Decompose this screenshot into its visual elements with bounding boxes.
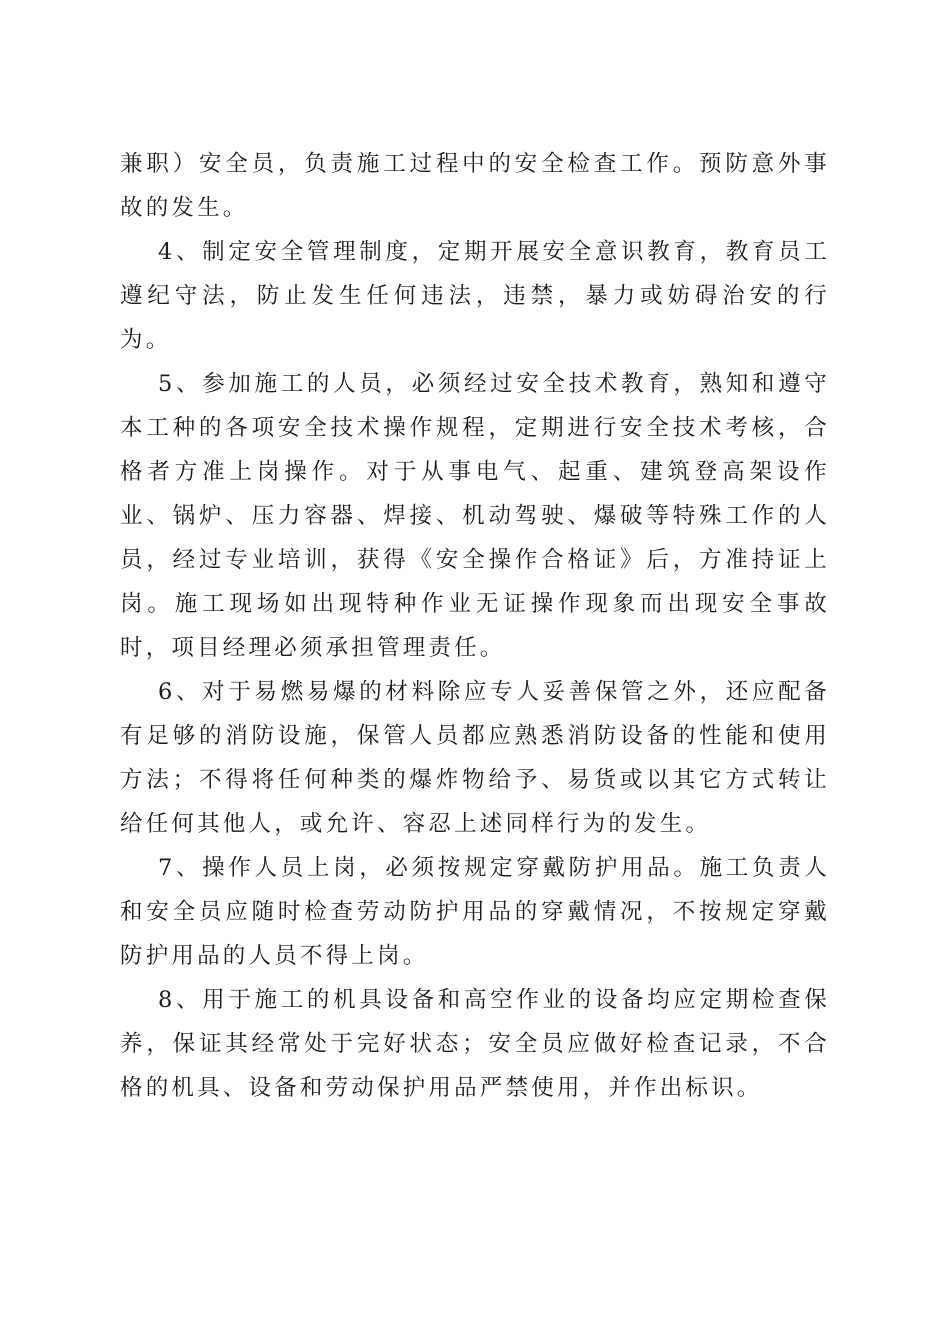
paragraph-item-5: 5、参加施工的人员，必须经过安全技术教育，熟知和遵守本工种的各项安全技术操作规程，定期进行安全技术考核，合格者方准上岗操作。对于从事电气、起重、建筑登高架设作业、锅炉、压力容器、焊接、机动驾驶、爆破等特殊工作的人员，经过专业培训，获得《安全操作合格证》后，方准持证上岗。施工现场如出现特种作业无证操作现象而出现安全事故时，项目经理必须承担管理责任。: [120, 371, 830, 661]
paragraph-continuation: 兼职）安全员，负责施工过程中的安全检查工作。预防意外事故的发生。: [120, 151, 830, 221]
paragraph-item-7: 7、操作人员上岗，必须按规定穿戴防护用品。施工负责人和安全员应随时检查劳动防护用品的穿戴情况，不按规定穿戴防护用品的人员不得上岗。: [120, 855, 830, 969]
paragraph-item-8: 8、用于施工的机具设备和高空作业的设备均应定期检查保养，保证其经常处于完好状态；安全员应做好检查记录，不合格的机具、设备和劳动保护用品严禁使用，并作出标识。: [120, 987, 830, 1101]
paragraph-item-4: 4、制定安全管理制度，定期开展安全意识教育，教育员工遵纪守法，防止发生任何违法，违禁，暴力或妨碍治安的行为。: [120, 239, 830, 353]
document-body: [120, 142, 830, 1110]
paragraph-item-6: 6、对于易燃易爆的材料除应专人妥善保管之外，还应配备有足够的消防设施，保管人员都应熟悉消防设备的性能和使用方法；不得将任何种类的爆炸物给予、易货或以其它方式转让给任何其他人，或允许、容忍上述同样行为的发生。: [120, 679, 830, 837]
